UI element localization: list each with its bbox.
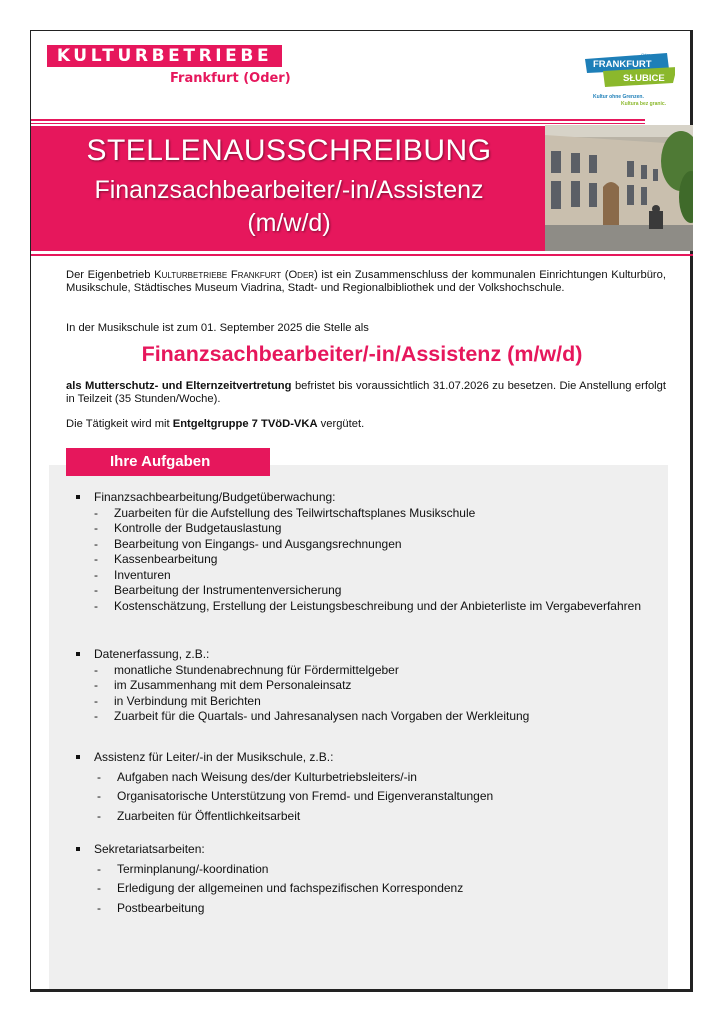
list-item: - Zuarbeiten für Öffentlichkeitsarbeit <box>76 807 677 827</box>
salary-paragraph <box>66 418 666 431</box>
contract-details: befristet bis voraussichtlich 31.07.2026 zu besetzen. Die Anstellung erfolgt in Teilzeit (35 Stunden/Woche). <box>66 380 666 406</box>
building-photo <box>545 125 693 251</box>
task-section-finance <box>76 490 674 614</box>
salary-text-end: vergütet. <box>317 418 365 430</box>
list-item: - Inventuren <box>76 568 674 584</box>
partner-logo-name-1: FRANKFURT <box>593 59 652 70</box>
banner-gender: (m/w/d) <box>247 209 331 237</box>
list-item: - Erledigung der allgemeinen und fachspezifischen Korrespondenz <box>76 879 677 899</box>
job-title: Finanzsachbearbeiter/-in/Assistenz (m/w/d) <box>141 342 583 366</box>
banner-title: STELLENAUSSCHREIBUNG <box>86 134 492 167</box>
partner-logo-name-2: SŁUBICE <box>623 73 665 84</box>
banner-position-title: Finanzsachbearbeiter/-in/Assistenz <box>94 176 484 204</box>
partner-tagline-de: Kultur ohne Grenzen. <box>593 94 644 100</box>
brand-location: Frankfurt (Oder) <box>170 71 291 86</box>
pay-grade: Entgeltgruppe 7 TVöD-VKA <box>172 418 318 430</box>
list-item: - Kostenschätzung, Erstellung der Leistungsbeschreibung und der Anbieterliste im Vergabeverfahren <box>76 599 674 615</box>
list-item: - Kontrolle der Budgetauslastung <box>76 521 674 537</box>
intro-text-start: Der Eigenbetrieb <box>66 269 155 281</box>
partner-tagline-pl: Kultura bez granic. <box>621 101 667 107</box>
section-heading: Finanzsachbearbeitung/Budgetüberwachung: <box>76 490 674 506</box>
tasks-tab: Ihre Aufgaben <box>66 448 270 476</box>
list-item: - Zuarbeiten für die Aufstellung des Teilwirtschaftsplanes Musikschule <box>76 506 674 522</box>
list-item: - Organisatorische Unterstützung von Fremd- und Eigenveranstaltungen <box>76 787 677 807</box>
list-item: - im Zusammenhang mit dem Personaleinsatz <box>76 678 674 694</box>
organisation-name: Kulturbetriebe Frankfurt (Oder) <box>154 269 318 281</box>
list-item: - Aufgaben nach Weisung des/der Kulturbetriebsleiters/-in <box>76 768 677 788</box>
list-item: - Postbearbeitung <box>76 899 677 919</box>
list-item: - Kassenbearbeitung <box>76 552 674 568</box>
task-section-data-entry <box>76 647 674 725</box>
intro-text-rest: ist ein Zusammenschluss der kommunalen Einrichtungen Kulturbüro, Musikschule, Städtisches Museum Viadrina, Stadt- und Regionalbibliothek und der Volkshochschule. <box>66 269 666 295</box>
intro-paragraph <box>66 269 666 296</box>
task-section-secretariat <box>76 842 677 918</box>
section-heading: Datenerfassung, z.B.: <box>76 647 674 663</box>
contract-paragraph <box>66 380 666 407</box>
banner-divider <box>31 254 693 256</box>
banner-position <box>31 174 547 240</box>
list-item: - Bearbeitung der Instrumentenversicherung <box>76 583 674 599</box>
header-divider-thin <box>31 123 645 124</box>
section-heading: Sekretariatsarbeiten: <box>76 842 677 858</box>
header-divider <box>31 119 645 121</box>
kulturbetriebe-logo: KULTURBETRIEBE <box>47 45 282 67</box>
job-posting-page <box>30 30 693 992</box>
list-item: - in Verbindung mit Berichten <box>76 694 674 710</box>
section-heading: Assistenz für Leiter/-in der Musikschule, z.B.: <box>76 750 677 766</box>
salary-text-start: Die Tätigkeit wird mit <box>66 418 173 430</box>
list-item: - monatliche Stundenabrechnung für Fördermittelgeber <box>76 663 674 679</box>
vacancy-sentence: In der Musikschule ist zum 01. September 2025 die Stelle als <box>66 322 369 334</box>
partner-logo-small: Oder <box>641 52 650 57</box>
list-item: - Zuarbeit für die Quartals- und Jahresanalysen nach Vorgaben der Werkleitung <box>76 709 674 725</box>
list-item: - Bearbeitung von Eingangs- und Ausgangsrechnungen <box>76 537 674 553</box>
contract-type: als Mutterschutz- und Elternzeitvertretung <box>66 380 292 392</box>
task-section-assistance <box>76 750 677 826</box>
title-banner <box>31 126 547 251</box>
list-item: - Terminplanung/-koordination <box>76 860 677 880</box>
